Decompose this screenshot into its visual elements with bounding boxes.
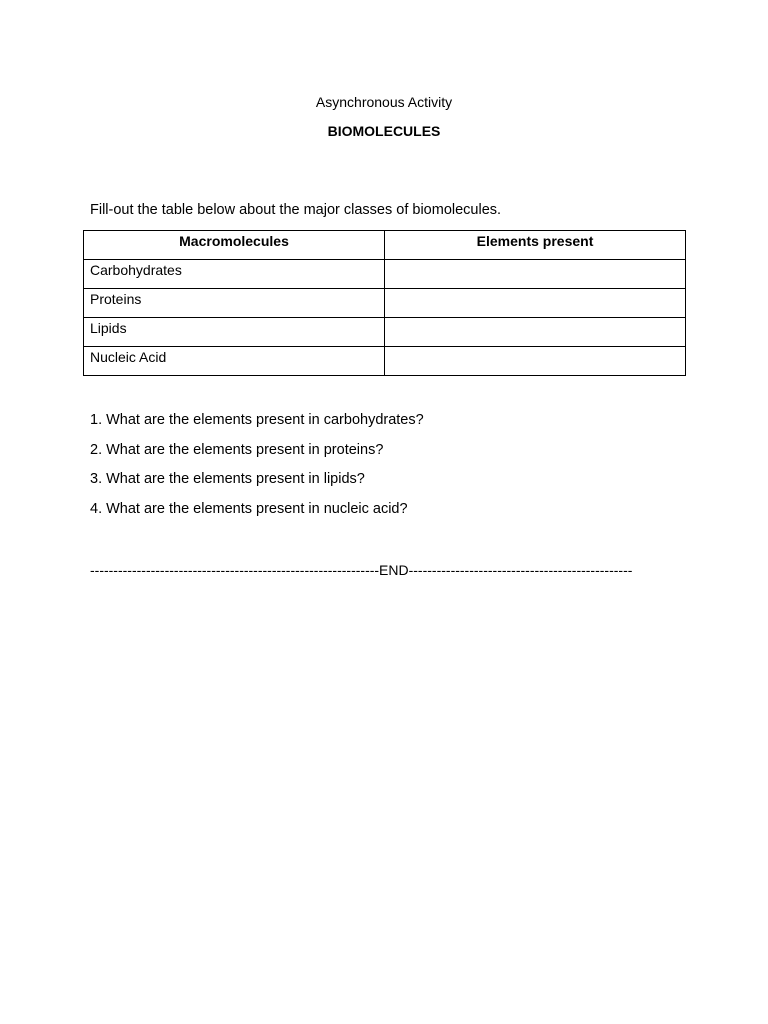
question-item: 4. What are the elements present in nucleic acid? [90,500,408,517]
table-row [84,260,686,289]
table-header-row [84,231,686,260]
question-item: 3. What are the elements present in lipids? [90,471,365,487]
elements-present-cell[interactable] [385,347,686,376]
biomolecules-table [83,230,686,376]
elements-present-cell[interactable] [385,318,686,347]
question-item: 2. What are the elements present in proteins? [90,441,384,458]
table-row [84,347,686,376]
instructions-text: Fill-out the table below about the major classes of biomolecules. [90,202,502,218]
macromolecule-cell: Proteins [84,289,385,318]
table-row [84,318,686,347]
question-list [90,411,424,529]
end-divider: --------------------------------------------------------------END------------------------------------------------ [90,562,633,578]
question-item: 1. What are the elements present in carbohydrates? [90,412,424,428]
page-title: BIOMOLECULES [327,123,441,139]
column-header-macromolecules: Macromolecules [84,231,385,260]
activity-subtitle: Asynchronous Activity [315,94,453,110]
macromolecule-cell: Lipids [84,318,385,347]
elements-present-cell[interactable] [385,289,686,318]
macromolecule-cell: Carbohydrates [84,260,385,289]
column-header-elements-present: Elements present [385,231,686,260]
macromolecule-cell: Nucleic Acid [84,347,385,376]
table-row [84,289,686,318]
elements-present-cell[interactable] [385,260,686,289]
